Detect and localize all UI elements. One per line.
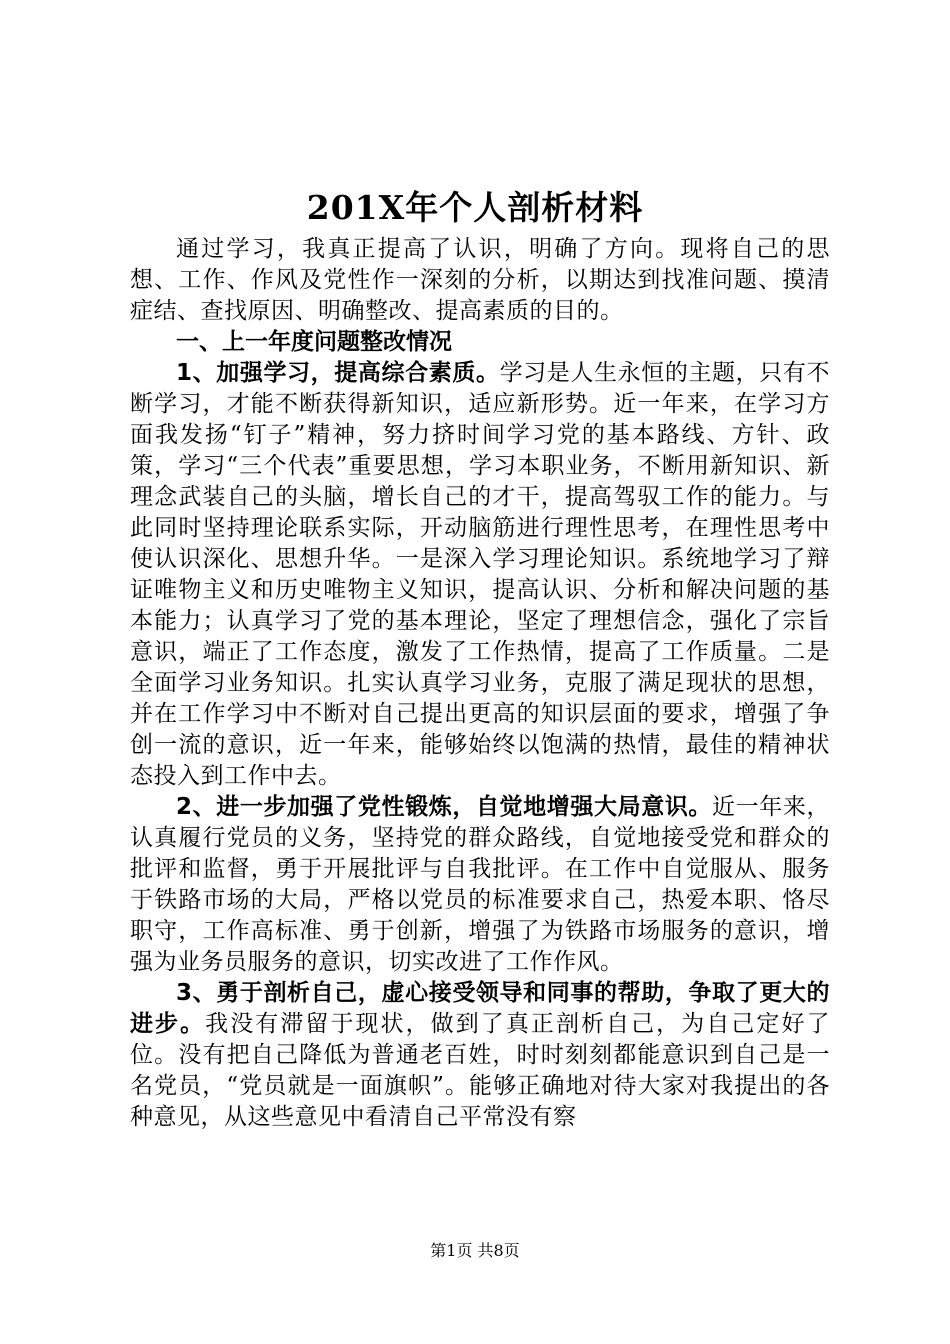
item-1-text: 学习是人生永恒的主题，只有不断学习，才能不断获得新知识，适应新形势。近一年来，在学习方面我发扬“钉子”精神，努力挤时间学习党的基本路线、方针、政策，学习“三个代表”重要思想，学习本职业务，不断用新知识、新理念武装自己的头脑，增长自己的才干，提高驾驭工作的能力。与此同时坚持理论联系实际，开动脑筋进行理性思考，在理性思考中使认识深化、思想升华。一是深入学习理论知识。系统地学习了辩证唯物主义和历史唯物主义知识，提高认识、分析和解决问题的基本能力；认真学习了党的基本理论，坚定了理想信念，强化了宗旨意识，端正了工作态度，激发了工作热情，提高了工作质量。二是全面学习业务知识。扎实认真学习业务，克服了满足现状的思想，并在工作学习中不断对自己提出更高的知识层面的要求，增强了争创一流的意识，近一年来，能够始终以饱满的热情，最佳的精神状态投入到工作中去。 bbox=[130, 360, 830, 789]
document-title: 201X年个人剖析材料 bbox=[306, 188, 644, 227]
page-footer: 第1页 共8页 bbox=[430, 1241, 520, 1260]
item-2-paragraph bbox=[130, 792, 830, 978]
document-body bbox=[130, 234, 830, 1133]
item-1-lead: 1、加强学习，提高综合素质。 bbox=[176, 360, 500, 386]
intro-paragraph: 通过学习，我真正提高了认识，明确了方向。现将自己的思想、工作、作风及党性作一深刻的分析，以期达到找准问题、摸清症结、查找原因、明确整改、提高素质的目的。 bbox=[130, 236, 830, 324]
item-2-lead: 2、进一步加强了党性锻炼，自觉地增强大局意识。 bbox=[176, 794, 713, 820]
item-3-text: 我没有滞留于现状，做到了真正剖析自己，为自己定好了位。没有把自己降低为普通老百姓，时时刻刻都能意识到自己是一名党员，“党员就是一面旗帜”。能够正确地对待大家对我提出的各种意见，从这些意见中看清自己平常没有察 bbox=[130, 1011, 831, 1130]
item-3-lead: 3、勇于剖析自己，虚心接受领导和同事的帮助，争取了更大的进步。 bbox=[130, 980, 830, 1037]
section-heading: 一、上一年度问题整改情况 bbox=[176, 329, 452, 355]
item-1-paragraph bbox=[130, 358, 830, 792]
item-3-paragraph bbox=[130, 978, 830, 1133]
item-2-text: 近一年来，认真履行党员的义务，坚持党的群众路线，自觉地接受党和群众的批评和监督，勇于开展批评与自我批评。在工作中自觉服从、服务于铁路市场的大局，严格以党员的标准要求自己，热爱本职、恪尽职守，工作高标准、勇于创新，增强了为铁路市场服务的意识，增强为业务员服务的意识，切实改进了工作作风。 bbox=[130, 794, 830, 975]
